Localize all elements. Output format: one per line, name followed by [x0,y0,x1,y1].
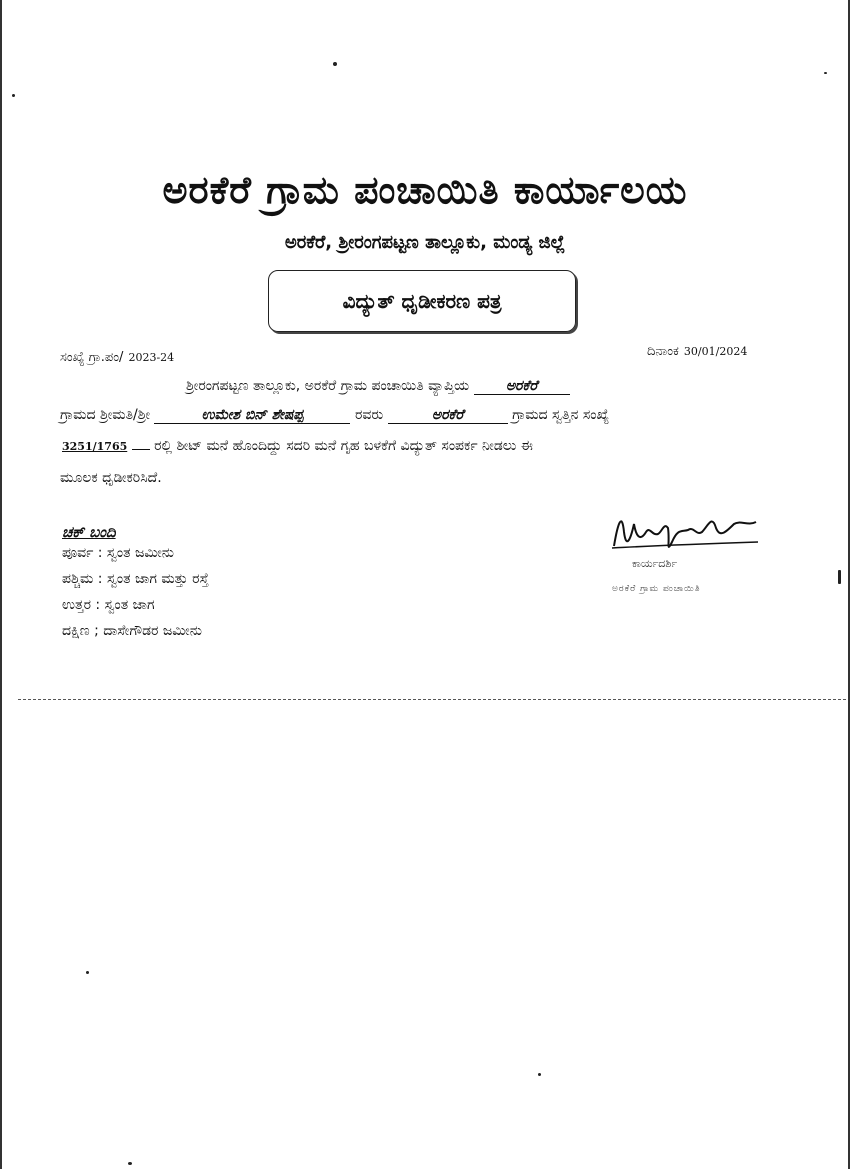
scan-speck [128,1162,132,1165]
scan-speck [12,94,15,97]
scan-speck [333,62,337,66]
office-address: ಅರಕೆರೆ, ಶ್ರೀರಂಗಪಟ್ಟಣ ತಾಲ್ಲೂಕು, ಮಂಡ್ಯ ಜಿಲ್ಲೆ [284,232,566,253]
body-line-1 [186,378,570,395]
body-line-3-text: ರಲ್ಲಿ ಶೀಟ್ ಮನೆ ಹೊಂದಿದ್ದು ಸದರಿ ಮನೆ ಗೃಹ ಬಳಕೆಗೆ ವಿದ್ಯುತ್ ಸಂಪರ್ಕ ನೀಡಲು ಈ [154,438,533,454]
person-name-field: ಉಮೇಶ ಬಿನ್ ಶೇಷಪ್ಪ [154,407,350,424]
body-line-2-mid: ರವರು [354,407,384,423]
body-line-1-text: ಶ್ರೀರಂಗಪಟ್ಟಣ ತಾಲ್ಲೂಕು, ಅರಕೆರೆ ಗ್ರಾಮ ಪಂಚಾಯಿತಿ ವ್ಯಾಪ್ತಿಯ [186,378,470,394]
signatory-office: ಅರಕೆರೆ ಗ್ರಾಮ ಪಂಚಾಯಿತಿ [612,584,701,594]
signature [608,502,768,562]
certificate-title-box [268,270,576,332]
scan-speck [838,570,841,584]
boundary-south: ದಕ್ಷಿಣ ; ದಾಸೇಗೌಡರ ಜಮೀನು [62,623,202,639]
scan-speck [824,72,827,74]
boundaries-heading: ಚಕ್ ಬಂದಿ [62,523,116,541]
signature-scribble-icon [608,502,768,558]
village-field-2: ಅರಕೆರೆ [388,407,508,424]
reference-label: ಸಂಖ್ಯೆ ಗ್ರಾ.ಪಂ/ [60,350,124,365]
village-field-1: ಅರಕೆರೆ [474,378,570,395]
issue-date [647,340,747,359]
boundary-west: ಪಶ್ಚಿಮ : ಸ್ವಂತ ಜಾಗ ಮತ್ತು ರಸ್ತೆ [62,571,209,587]
body-line-2-suffix: ಗ್ರಾಮದ ಸ್ವತ್ತಿನ ಸಂಖ್ಯೆ [512,407,610,423]
boundary-east: ಪೂರ್ವ : ಸ್ವಂತ ಜಮೀನು [62,545,175,561]
body-line-2-prefix: ಗ್ರಾಮದ ಶ್ರೀಮತಿ/ಶ್ರೀ [60,407,151,423]
property-number: 3251/1765 [62,440,128,453]
property-number-blank [132,449,150,450]
body-line-3 [62,438,533,454]
date-value: 30/01/2024 [683,345,748,358]
reference-year: 2023-24 [128,351,175,364]
boundary-north: ಉತ್ತರ : ಸ್ವಂತ ಜಾಗ [62,597,155,613]
reference-number [60,346,174,365]
office-title: ಅರಕೆರೆ ಗ್ರಾಮ ಪಂಚಾಯಿತಿ ಕಾರ್ಯಾಲಯ [162,168,688,212]
scan-speck [538,1073,541,1076]
certificate-title: ವಿದ್ಯುತ್ ಧೃಡೀಕರಣ ಪತ್ರ [342,289,502,313]
signatory-designation: ಕಾರ್ಯದರ್ಶಿ [632,557,678,570]
body-line-2 [60,407,609,424]
scan-speck [86,971,89,974]
scan-edge-left [0,0,2,1169]
page-divider [18,699,846,700]
date-label: ದಿನಾಂಕ [647,344,679,359]
body-line-4: ಮೂಲಕ ಧೃಡೀಕರಿಸಿದೆ. [60,470,162,486]
